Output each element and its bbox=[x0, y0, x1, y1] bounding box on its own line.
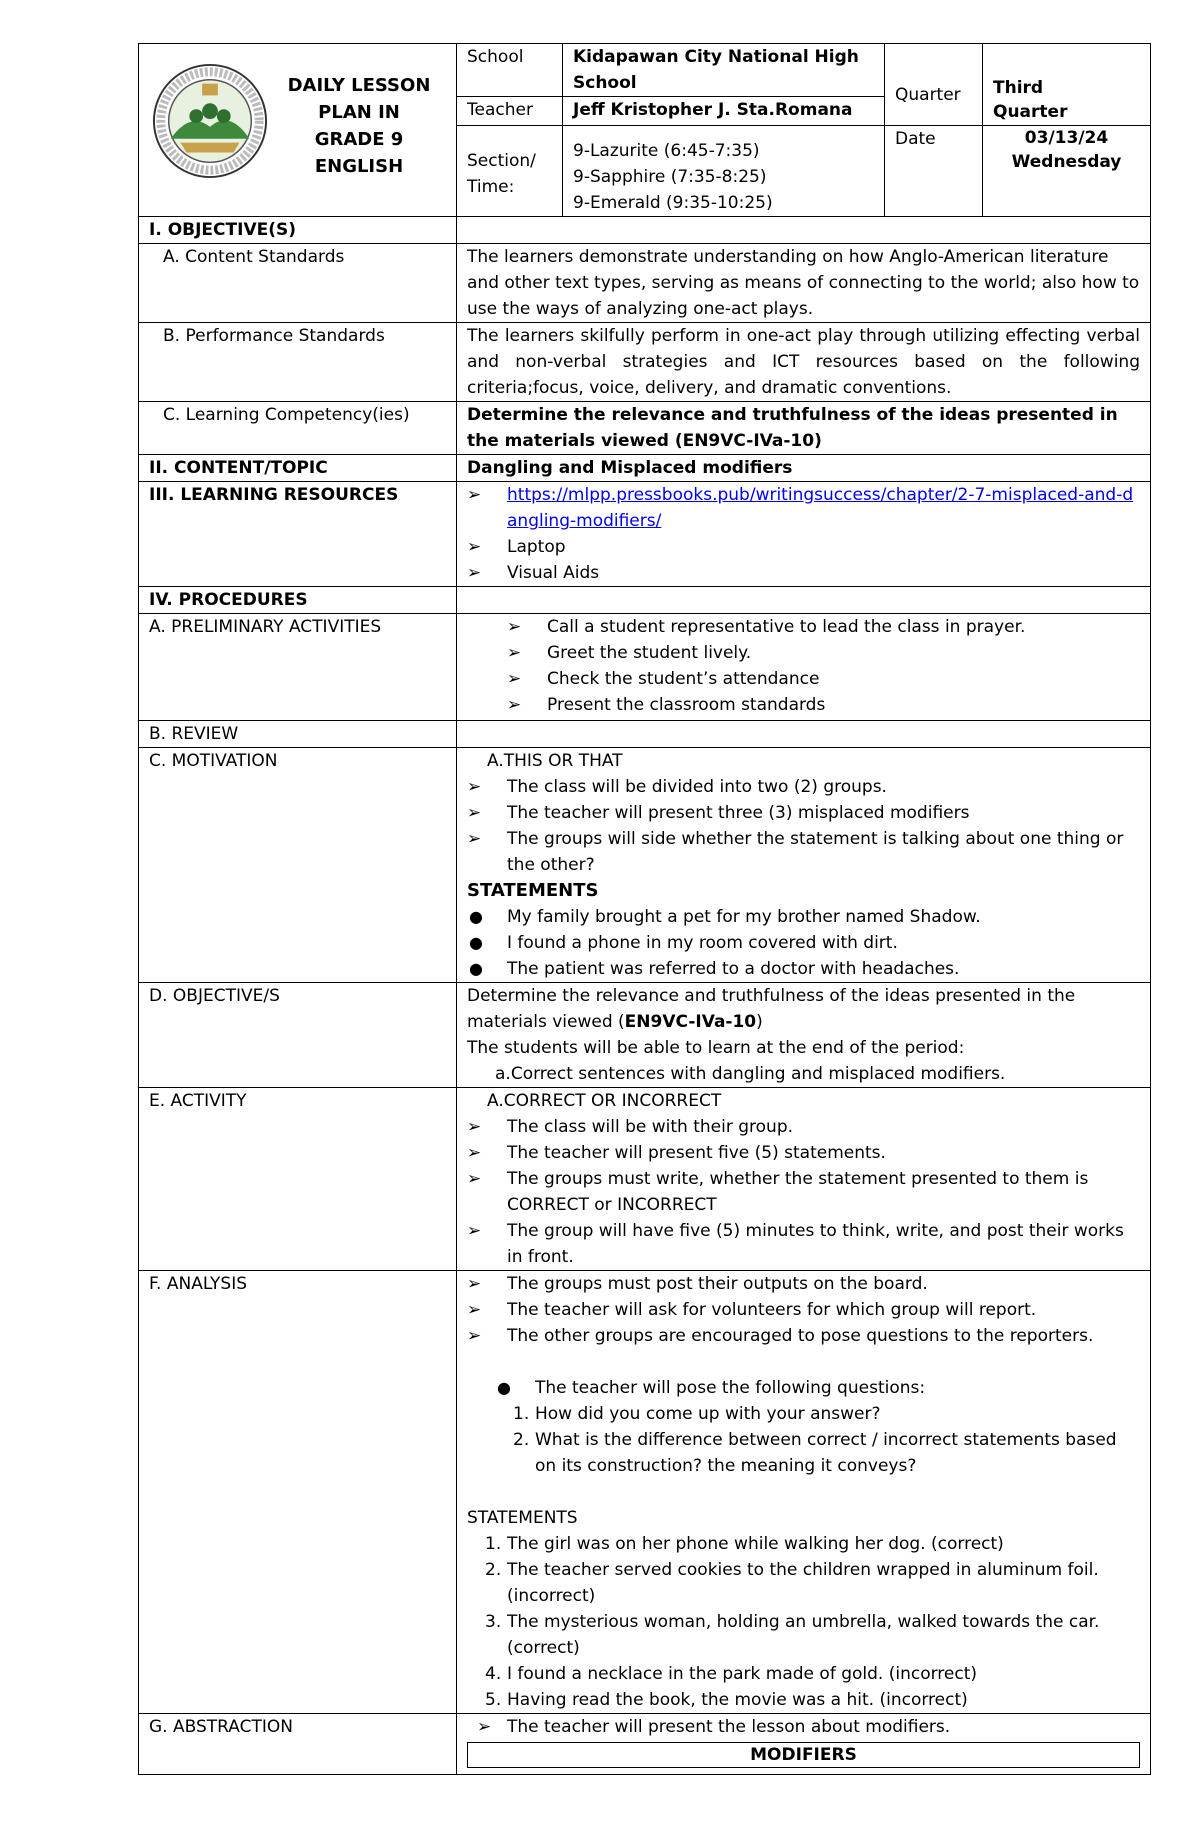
lesson-plan-table bbox=[138, 43, 1151, 1775]
modifiers-box: MODIFIERS bbox=[467, 1742, 1140, 1768]
learning-resources-heading: III. LEARNING RESOURCES bbox=[139, 482, 457, 587]
date-value: 03/13/24 Wednesday bbox=[983, 126, 1151, 217]
list-item: ➢ Greet the student lively. bbox=[507, 640, 1140, 666]
objective-item: a.Correct sentences with dangling and misplaced modifiers. bbox=[495, 1064, 1006, 1084]
list-item: ➢ Check the student’s attendance bbox=[507, 666, 1140, 692]
deped-seal-icon bbox=[151, 62, 269, 180]
motivation-title: A.THIS OR THAT bbox=[487, 751, 623, 771]
content-topic-heading: II. CONTENT/TOPIC bbox=[139, 455, 457, 482]
list-item: ➢ The teacher will present three (3) misplaced modifiers bbox=[467, 800, 1140, 826]
list-item: ➢ Present the classroom standards bbox=[507, 692, 1140, 718]
list-item: ➢ The group will have five (5) minutes to think, write, and post their works in front. bbox=[467, 1218, 1140, 1270]
learning-competency-text: Determine the relevance and truthfulness of the ideas presented in the materials viewed (EN9VC-IVa-10) bbox=[457, 402, 1151, 455]
list-item: ➢ The groups must post their outputs on the board. bbox=[467, 1271, 1140, 1297]
statements-heading: STATEMENTS bbox=[467, 880, 599, 901]
objectives-heading: I. OBJECTIVE(S) bbox=[139, 217, 457, 244]
preliminary-label: A. PRELIMINARY ACTIVITIES bbox=[139, 614, 457, 721]
list-item: 1. How did you come up with your answer? bbox=[513, 1404, 881, 1424]
list-item: ● I found a phone in my room covered with dirt. bbox=[467, 930, 1140, 956]
content-topic-value: Dangling and Misplaced modifiers bbox=[457, 455, 1151, 482]
lesson-plan-title: DAILY LESSON PLAN IN GRADE 9 ENGLISH bbox=[287, 75, 431, 177]
content-standards-label: A. Content Standards bbox=[139, 244, 457, 323]
list-item: 2. The teacher served cookies to the children wrapped in aluminum foil. (incorrect) bbox=[485, 1560, 1099, 1606]
quarter-value: Third Quarter bbox=[983, 44, 1151, 126]
list-item: 1. The girl was on her phone while walking her dog. (correct) bbox=[485, 1534, 1004, 1554]
list-item bbox=[467, 482, 1140, 534]
motivation-content bbox=[457, 748, 1151, 983]
list-item: ➢ Call a student representative to lead the class in prayer. bbox=[507, 614, 1140, 640]
performance-standards-label: B. Performance Standards bbox=[139, 323, 457, 402]
procedures-heading: IV. PROCEDURES bbox=[139, 587, 457, 614]
performance-standards-text: The learners skilfully perform in one-act play through utilizing effecting verbal and non-verbal strategies and ICT resources based on the following criteria;focus, voice, delivery, and dramatic conventions. bbox=[457, 323, 1151, 402]
activity-label: E. ACTIVITY bbox=[139, 1088, 457, 1271]
list-item: 4. I found a necklace in the park made of gold. (incorrect) bbox=[485, 1664, 978, 1684]
list-item: ➢ The class will be with their group. bbox=[467, 1114, 1140, 1140]
review-label: B. REVIEW bbox=[139, 721, 457, 748]
section-label: Section/ Time: bbox=[457, 126, 563, 217]
learning-competency-label: C. Learning Competency(ies) bbox=[139, 402, 457, 455]
school-value: Kidapawan City National High School bbox=[563, 44, 885, 97]
list-item: ● My family brought a pet for my brother named Shadow. bbox=[467, 904, 1140, 930]
list-item: 2. What is the difference between correct / incorrect statements based on its construction? the meaning it conveys? bbox=[513, 1430, 1117, 1476]
list-item: ➢ The teacher will present five (5) statements. bbox=[467, 1140, 1140, 1166]
list-item: ➢ The other groups are encouraged to pose questions to the reporters. bbox=[467, 1323, 1140, 1349]
activity-content bbox=[457, 1088, 1151, 1271]
review-content bbox=[457, 721, 1151, 748]
teacher-label: Teacher bbox=[457, 97, 563, 126]
list-item: ● The patient was referred to a doctor with headaches. bbox=[467, 956, 1140, 982]
resource-link[interactable]: https://mlpp.pressbooks.pub/writingsuccess/chapter/2-7-misplaced-and-dangling-modifiers/ bbox=[507, 485, 1134, 531]
learning-resources-list bbox=[457, 482, 1151, 587]
activity-title: A.CORRECT OR INCORRECT bbox=[487, 1091, 722, 1111]
objectives-heading-blank bbox=[457, 217, 1151, 244]
date-label: Date bbox=[885, 126, 983, 217]
objective-content bbox=[457, 983, 1151, 1088]
analysis-content bbox=[457, 1271, 1151, 1714]
section-values: 9-Lazurite (6:45-7:35) 9-Sapphire (7:35-8:25) 9-Emerald (9:35-10:25) bbox=[563, 126, 885, 217]
list-item: ➢ The groups will side whether the statement is talking about one thing or the other? bbox=[467, 826, 1140, 878]
objective-label: D. OBJECTIVE/S bbox=[139, 983, 457, 1088]
teacher-value: Jeff Kristopher J. Sta.Romana bbox=[563, 97, 885, 126]
objective-text: Determine the relevance and truthfulness of the ideas presented in the materials viewed (EN9VC-IVa-10) bbox=[467, 986, 1076, 1032]
content-standards-text: The learners demonstrate understanding on how Anglo-American literature and other text types, serving as means of connecting to the world; also how to use the ways of analyzing one-act plays. bbox=[457, 244, 1151, 323]
list-item: ➢ The class will be divided into two (2) groups. bbox=[467, 774, 1140, 800]
list-item: ● The teacher will pose the following questions: bbox=[495, 1375, 1140, 1401]
preliminary-list bbox=[457, 614, 1151, 721]
procedures-heading-blank bbox=[457, 587, 1151, 614]
list-item: ➢ The teacher will present the lesson about modifiers. bbox=[477, 1714, 1140, 1740]
analysis-label: F. ANALYSIS bbox=[139, 1271, 457, 1714]
list-item: ➢ The teacher will ask for volunteers for which group will report. bbox=[467, 1297, 1140, 1323]
abstraction-content bbox=[457, 1714, 1151, 1775]
lesson-plan-page bbox=[138, 43, 1150, 1775]
motivation-label: C. MOTIVATION bbox=[139, 748, 457, 983]
header-logo-cell bbox=[139, 44, 457, 217]
list-item: 3. The mysterious woman, holding an umbrella, walked towards the car. (correct) bbox=[485, 1612, 1100, 1658]
quarter-label: Quarter bbox=[885, 44, 983, 126]
list-item: 5. Having read the book, the movie was a hit. (incorrect) bbox=[485, 1690, 968, 1710]
abstraction-label: G. ABSTRACTION bbox=[139, 1714, 457, 1775]
objective-intro: The students will be able to learn at the end of the period: bbox=[467, 1038, 965, 1058]
list-item: ➢ Visual Aids bbox=[467, 560, 1140, 586]
list-item: ➢ The groups must write, whether the statement presented to them is CORRECT or INCORRECT bbox=[467, 1166, 1140, 1218]
analysis-statements-heading: STATEMENTS bbox=[467, 1508, 578, 1528]
school-label: School bbox=[457, 44, 563, 97]
list-item: ➢ Laptop bbox=[467, 534, 1140, 560]
